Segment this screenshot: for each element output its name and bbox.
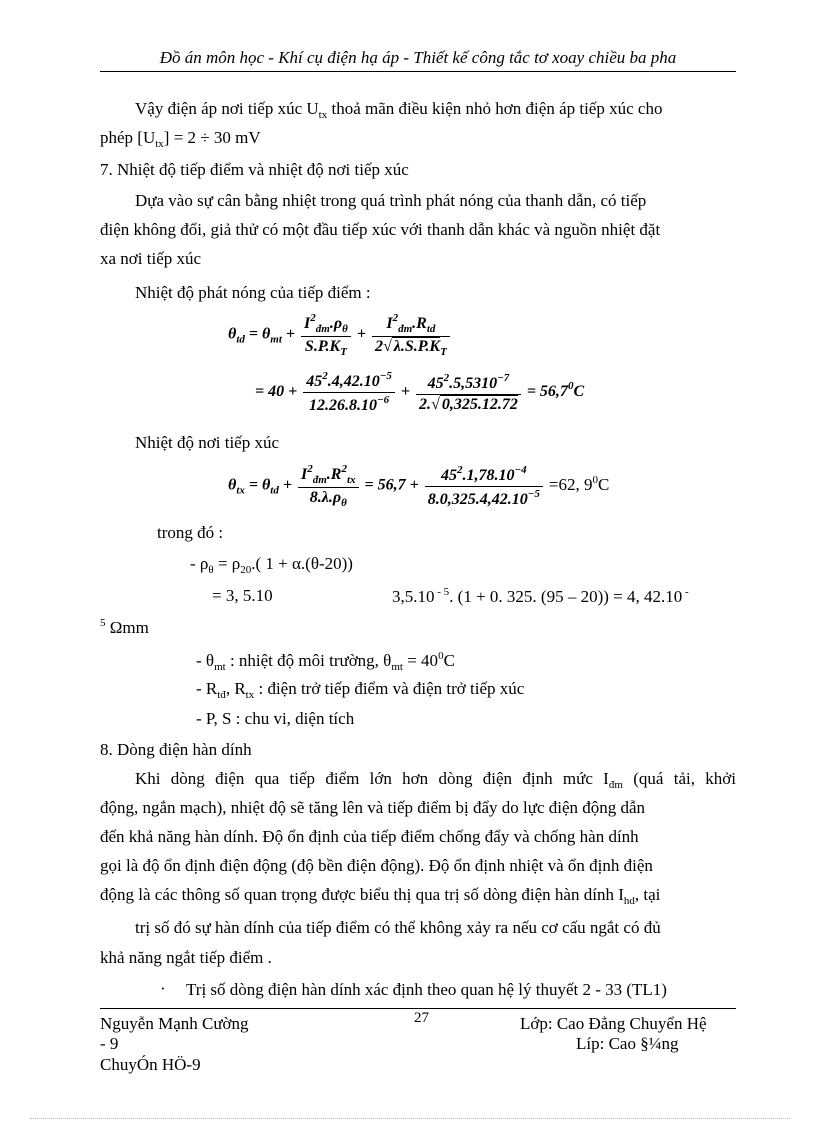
t: T xyxy=(340,346,347,358)
t: I xyxy=(386,315,393,332)
bullet-perimeter-area: - P, S : chu vi, diện tích xyxy=(196,709,355,728)
t: = ρ xyxy=(213,554,241,573)
t: 0 xyxy=(567,380,574,393)
eq-op: + xyxy=(400,383,411,401)
sub: tx xyxy=(318,109,328,121)
t: 5 xyxy=(100,617,106,629)
eq-fraction-2 xyxy=(372,312,450,358)
paragraph-5-line-1 xyxy=(135,769,736,791)
text: phép [U xyxy=(100,128,156,147)
eq-text: = 40 + xyxy=(255,383,298,401)
footer-class-line-1: Lớp: Cao Đẳng Chuyển Hệ xyxy=(520,1014,707,1033)
t: 45 xyxy=(306,373,323,390)
t: θ xyxy=(228,476,237,494)
page-header: Đồ án môn học - Khí cụ điện hạ áp - Thiết kế công tắc tơ xoay chiều ba pha xyxy=(100,48,736,72)
t: −4 xyxy=(514,463,527,476)
t: tđ xyxy=(217,689,226,701)
numerator xyxy=(416,372,521,395)
t: + xyxy=(282,476,292,494)
t: (quá tải, khởi xyxy=(622,769,736,788)
eq-fraction-1 xyxy=(298,463,359,509)
t: 2 xyxy=(310,312,316,324)
t: đm xyxy=(398,323,413,335)
t: = 56,7 + xyxy=(364,476,419,494)
heading-8: 8. Dòng điện hàn dính xyxy=(100,740,252,759)
t: T xyxy=(440,346,447,358)
eq-sym: θ xyxy=(228,325,237,343)
denominator: 2√ $\lambda.S.P.K_T$ xyxy=(374,338,447,358)
eq-op: + xyxy=(356,325,366,343)
t: θ xyxy=(342,323,348,335)
numerator xyxy=(303,370,395,393)
page-bottom-border xyxy=(30,1118,790,1119)
denominator: 2.√ 0,325.12.72 xyxy=(419,395,518,413)
paragraph-2-line-1: Dựa vào sự cân bằng nhiệt trong quá trình phát nóng của thanh dẫn, có tiếp xyxy=(135,191,647,210)
t: Khi dòng điện qua tiếp điểm lớn hơn dòng điện định mức I xyxy=(135,769,609,788)
footer-author-line-2: - 9 xyxy=(100,1034,119,1053)
numerator xyxy=(298,463,359,488)
t: .R xyxy=(412,315,427,332)
t: 2 xyxy=(457,463,463,476)
t: 45 xyxy=(441,466,457,484)
rho-line-1 xyxy=(190,554,353,576)
t: tx xyxy=(236,484,245,497)
footer-author-line-3: ChuyÓn HÖ-9 xyxy=(100,1055,201,1074)
t: C xyxy=(573,383,585,401)
t: S.P.K xyxy=(304,338,341,355)
equation-1 xyxy=(228,312,452,358)
paragraph-2-line-3: xa nơi tiếp xúc xyxy=(100,249,202,268)
t: .1,78.10 xyxy=(462,466,515,484)
t: λ.S.P.K xyxy=(393,338,441,355)
t: - θ xyxy=(196,651,215,670)
t: = 40 xyxy=(402,651,439,670)
t: .R xyxy=(326,466,342,483)
t: : nhiệt độ môi trường, θ xyxy=(225,651,392,670)
paragraph-3: Nhiệt độ phát nóng của tiếp điểm : xyxy=(135,283,371,302)
t: - ρ xyxy=(190,554,209,573)
paragraph-6-line-2: khả năng ngắt tiếp điểm . xyxy=(100,948,272,967)
t: td xyxy=(270,484,279,497)
t: . (1 + 0. 325. (95 – 20)) = 4, 42.10 xyxy=(449,587,683,606)
t: 8.λ.ρ xyxy=(309,489,342,506)
t: 2 xyxy=(307,463,313,475)
t: , tại xyxy=(634,885,661,904)
eq-fraction-1 xyxy=(303,370,395,415)
t: 0 xyxy=(592,473,599,486)
eq-result: = 56,7 xyxy=(526,383,568,401)
t: 12.26.8.10 xyxy=(308,397,377,414)
eq-sym: = θ xyxy=(248,325,271,343)
t: , R xyxy=(225,679,246,698)
numerator xyxy=(301,312,351,337)
t: : điện trở tiếp điểm và điện trở tiếp xúc xyxy=(254,679,525,698)
text: ] = 2 ÷ 30 mV xyxy=(163,128,261,147)
t: mt xyxy=(391,661,403,673)
eq-fraction-2 xyxy=(416,372,521,414)
paragraph-5-line-3: đến khả năng hàn dính. Độ ổn định của tiếp điểm chống đẩy và chống hàn dính xyxy=(100,827,639,846)
t: 2 xyxy=(341,463,347,475)
t: −5 xyxy=(379,370,392,382)
trong-do-label: trong đó : xyxy=(157,523,224,542)
t: - xyxy=(682,586,689,598)
t: Ωmm xyxy=(105,618,149,637)
t: động là các thông số quan trọng được biểu thị qua trị số dòng điện hàn dính I xyxy=(100,885,624,904)
equation-3 xyxy=(228,463,609,509)
t: 2 xyxy=(443,371,450,384)
paragraph-4: Nhiệt độ nơi tiếp xúc xyxy=(135,433,280,452)
denominator xyxy=(301,337,351,358)
bullet-theta-mt xyxy=(196,650,455,673)
numerator xyxy=(425,464,543,487)
paragraph-1-line-1 xyxy=(135,99,662,121)
t: td xyxy=(426,323,436,335)
paragraph-1-line-2 xyxy=(100,128,261,150)
bullet-resistance xyxy=(196,679,524,701)
t: 2 xyxy=(392,312,399,324)
footer-class-line-2: Líp: Cao §¼ng xyxy=(576,1034,679,1053)
t: 3,5.10 xyxy=(392,587,435,606)
paragraph-6-line-1: trị số đó sự hàn dính của tiếp điểm có thể không xảy ra nếu cơ cấu ngắt có đủ xyxy=(135,918,661,937)
t: 2. xyxy=(419,395,432,413)
rho-line-2b xyxy=(392,586,689,607)
eq-sub: td xyxy=(236,333,245,346)
footer-author-line-1: Nguyễn Mạnh Cường xyxy=(100,1014,249,1033)
denominator xyxy=(425,487,543,509)
t: 8.0,325.4,42.10 xyxy=(427,490,528,508)
eq-fraction-2 xyxy=(425,464,543,509)
t: .4,42.10 xyxy=(327,373,380,390)
t: .ρ xyxy=(329,315,343,332)
heading-7: 7. Nhiệt độ tiếp điểm và nhiệt độ nơi tiếp xúc xyxy=(100,160,409,179)
t: −7 xyxy=(497,371,510,384)
t: θ xyxy=(341,497,347,509)
t: 20 xyxy=(240,564,252,576)
eq-op: + xyxy=(285,325,296,343)
bullet-dot: · xyxy=(160,979,166,998)
rho-line-2a: = 3, 5.10 xyxy=(212,586,273,605)
text: thoả mãn điều kiện nhỏ hơn điện áp tiếp xúc cho xyxy=(327,99,663,118)
t: tx xyxy=(245,689,255,701)
t: đm xyxy=(312,474,327,486)
t: 2 xyxy=(322,370,328,382)
t: .5,5310 xyxy=(449,374,498,392)
footer-rule xyxy=(100,1008,736,1009)
omega-line xyxy=(100,617,149,638)
t: C xyxy=(598,474,610,494)
t: 45 xyxy=(427,374,444,392)
paragraph-5-line-5 xyxy=(100,885,660,907)
equation-2 xyxy=(255,370,584,415)
paragraph-2-line-2: điện không đổi, giả thử có một đầu tiếp xúc với thanh dẫn khác và nguồn nhiệt đặt xyxy=(100,220,661,239)
t: θ xyxy=(208,564,214,576)
t: đm xyxy=(315,323,330,335)
t: đm xyxy=(608,779,623,791)
t: - R xyxy=(196,679,218,698)
t: 0,325.12.72 xyxy=(441,395,518,413)
paragraph-5-line-4: gọi là độ ổn định điện động (độ bền điện động). Độ ổn định nhiệt và ổn định điện xyxy=(100,856,653,875)
eq-fraction-1 xyxy=(301,312,351,358)
t: I xyxy=(300,466,308,483)
denominator xyxy=(303,393,395,415)
eq-sub: mt xyxy=(270,333,282,346)
t: −6 xyxy=(376,394,390,406)
t: 0 xyxy=(438,650,444,662)
t: - 5 xyxy=(434,586,450,598)
text: Vậy điện áp nơi tiếp xúc U xyxy=(135,99,319,118)
t: 2 xyxy=(374,338,383,355)
t: mt xyxy=(214,661,226,673)
denominator xyxy=(298,488,359,509)
t: = θ xyxy=(248,476,271,494)
sub: tx xyxy=(155,138,164,150)
t: I xyxy=(304,315,311,332)
t: tx xyxy=(346,474,356,486)
paragraph-7: Trị số dòng điện hàn dính xác định theo quan hệ lý thuyết 2 - 33 (TL1) xyxy=(186,980,667,999)
t: C xyxy=(443,651,455,670)
t: =62, 9 xyxy=(548,474,593,494)
numerator xyxy=(372,312,450,337)
t: .( 1 + α.(θ-20)) xyxy=(251,554,353,573)
paragraph-5-line-2: động, ngắn mạch), nhiệt độ sẽ tăng lên và tiếp điểm bị đẩy do lực điện động dẫn xyxy=(100,798,646,817)
t: −5 xyxy=(527,487,540,500)
t: hd xyxy=(623,895,635,907)
page-number: 27 xyxy=(414,1010,429,1026)
